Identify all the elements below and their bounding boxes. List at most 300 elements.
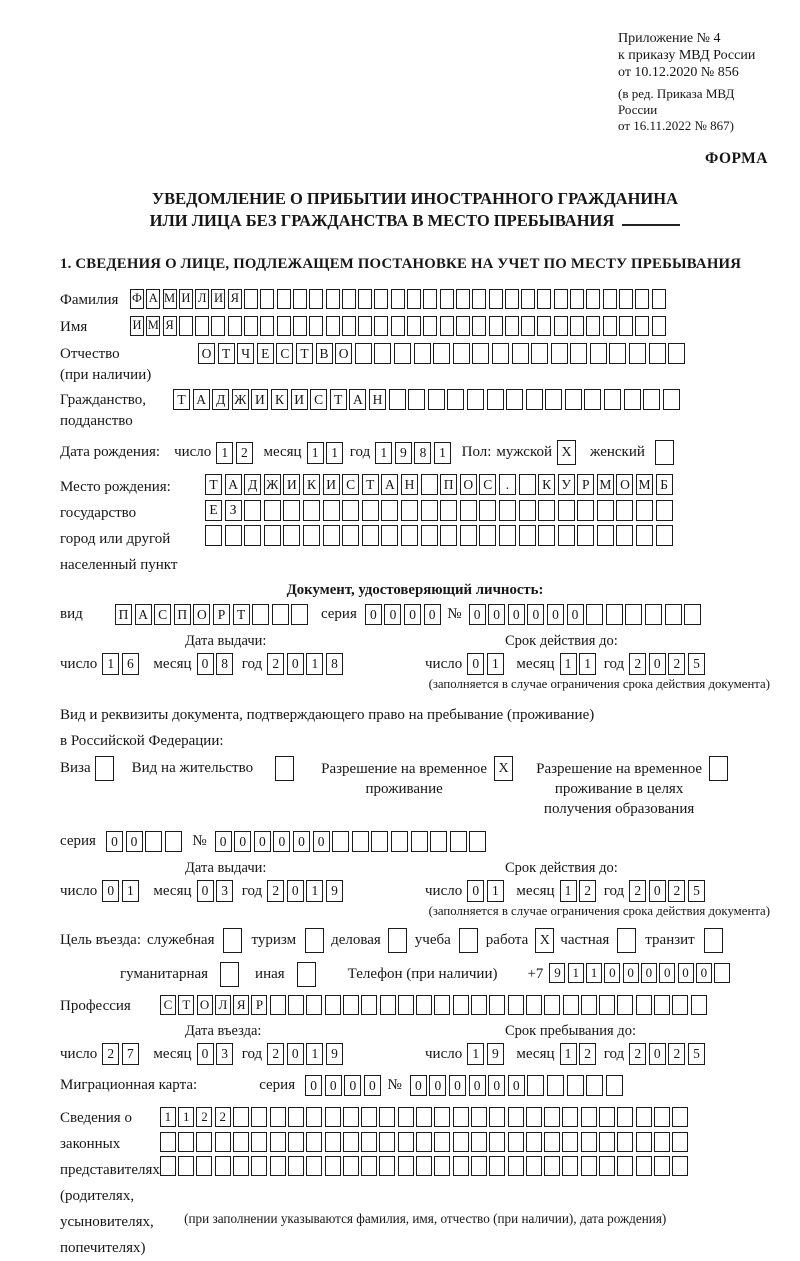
char-cell[interactable] [567,1075,584,1096]
char-cell[interactable] [506,389,523,410]
char-cell[interactable] [635,316,649,336]
char-cell[interactable] [211,316,225,336]
char-cell[interactable] [179,316,193,336]
char-cell[interactable] [233,1156,249,1176]
char-cell[interactable] [283,525,300,546]
char-cell[interactable]: 0 [287,1043,304,1065]
char-cell[interactable] [499,525,516,546]
char-cell[interactable] [244,500,261,521]
char-cell[interactable] [411,831,428,852]
char-cell[interactable]: 1 [216,442,233,464]
char-cell[interactable]: А [193,389,210,410]
char-cell[interactable]: 0 [623,963,639,983]
char-cell[interactable] [391,831,408,852]
char-cell[interactable] [440,525,457,546]
char-cell[interactable] [456,316,470,336]
char-cell[interactable]: 1 [560,880,577,902]
char-cell[interactable] [672,1132,688,1152]
char-cell[interactable] [362,500,379,521]
char-cell[interactable] [453,1132,469,1152]
char-cell[interactable] [416,1107,432,1127]
char-cell[interactable]: К [271,389,288,410]
char-cell[interactable]: Т [173,389,190,410]
char-cell[interactable] [562,1156,578,1176]
char-cell[interactable]: 2 [629,880,646,902]
char-cell[interactable]: А [146,289,160,309]
char-cell[interactable]: 3 [216,1043,233,1065]
char-cell[interactable] [625,604,642,625]
char-cell[interactable]: 0 [508,1075,525,1096]
char-cell[interactable] [456,289,470,309]
char-cell[interactable]: А [135,604,152,625]
char-cell[interactable] [558,525,575,546]
char-cell[interactable]: 1 [326,442,343,464]
char-cell[interactable] [563,995,579,1015]
sex-female-checkbox[interactable] [655,440,674,465]
char-cell[interactable] [178,1132,194,1152]
char-cell[interactable]: 2 [579,1043,596,1065]
char-cell[interactable] [343,1107,359,1127]
char-cell[interactable] [391,289,405,309]
char-cell[interactable]: П [440,474,457,495]
char-cell[interactable] [178,1156,194,1176]
char-cell[interactable] [668,343,685,364]
char-cell[interactable]: 5 [688,653,705,675]
char-cell[interactable] [609,343,626,364]
char-cell[interactable] [309,316,323,336]
char-cell[interactable] [343,1156,359,1176]
char-cell[interactable] [471,1156,487,1176]
char-cell[interactable] [460,500,477,521]
char-cell[interactable] [586,604,603,625]
char-cell[interactable]: О [616,474,633,495]
char-cell[interactable] [270,995,286,1015]
purpose-other-checkbox[interactable] [297,962,316,987]
char-cell[interactable]: Е [257,343,274,364]
char-cell[interactable] [325,1132,341,1152]
char-cell[interactable] [547,1075,564,1096]
char-cell[interactable]: М [597,474,614,495]
char-cell[interactable] [512,343,529,364]
char-cell[interactable] [361,1132,377,1152]
char-cell[interactable] [434,1156,450,1176]
char-cell[interactable]: 2 [267,653,284,675]
char-cell[interactable]: 2 [196,1107,212,1127]
char-cell[interactable] [196,1156,212,1176]
char-cell[interactable] [251,1156,267,1176]
char-cell[interactable] [165,831,182,852]
char-cell[interactable] [460,525,477,546]
char-cell[interactable] [472,289,486,309]
char-cell[interactable]: И [323,474,340,495]
char-cell[interactable] [291,604,308,625]
char-cell[interactable]: Т [178,995,194,1015]
char-cell[interactable]: 1 [375,442,392,464]
char-cell[interactable] [645,604,662,625]
char-cell[interactable]: 7 [122,1043,139,1065]
char-cell[interactable] [398,1107,414,1127]
char-cell[interactable] [581,995,597,1015]
char-cell[interactable] [544,1107,560,1127]
char-cell[interactable] [489,1107,505,1127]
char-cell[interactable] [606,1075,623,1096]
char-cell[interactable] [656,500,673,521]
char-cell[interactable]: 0 [313,831,330,852]
char-cell[interactable]: 0 [469,604,486,625]
char-cell[interactable]: 1 [560,1043,577,1065]
char-cell[interactable] [545,389,562,410]
char-cell[interactable]: Ч [237,343,254,364]
char-cell[interactable] [303,525,320,546]
char-cell[interactable]: М [163,289,177,309]
char-cell[interactable] [597,500,614,521]
char-cell[interactable] [526,389,543,410]
char-cell[interactable] [577,500,594,521]
char-cell[interactable]: 0 [467,653,484,675]
char-cell[interactable] [264,525,281,546]
char-cell[interactable]: Р [213,604,230,625]
char-cell[interactable] [619,289,633,309]
char-cell[interactable] [565,389,582,410]
char-cell[interactable]: Б [656,474,673,495]
char-cell[interactable] [358,289,372,309]
char-cell[interactable]: И [251,389,268,410]
char-cell[interactable]: 9 [326,880,343,902]
char-cell[interactable]: 2 [267,1043,284,1065]
char-cell[interactable]: И [179,289,193,309]
char-cell[interactable] [260,316,274,336]
char-cell[interactable] [430,831,447,852]
char-cell[interactable] [656,525,673,546]
temp-permit-checkbox[interactable]: X [494,756,513,781]
purpose-study-checkbox[interactable] [459,928,478,953]
char-cell[interactable] [649,343,666,364]
char-cell[interactable]: Р [251,995,267,1015]
char-cell[interactable] [398,1156,414,1176]
char-cell[interactable] [489,995,505,1015]
char-cell[interactable]: 5 [688,1043,705,1065]
char-cell[interactable] [489,1132,505,1152]
char-cell[interactable]: Н [369,389,386,410]
char-cell[interactable]: 2 [236,442,253,464]
char-cell[interactable] [421,474,438,495]
char-cell[interactable] [374,289,388,309]
char-cell[interactable]: 6 [122,653,139,675]
char-cell[interactable] [358,316,372,336]
char-cell[interactable] [453,1107,469,1127]
char-cell[interactable]: 9 [326,1043,343,1065]
char-cell[interactable] [407,289,421,309]
char-cell[interactable]: П [115,604,132,625]
purpose-tourism-checkbox[interactable] [305,928,324,953]
char-cell[interactable] [453,1156,469,1176]
char-cell[interactable] [288,1156,304,1176]
char-cell[interactable]: И [291,389,308,410]
char-cell[interactable] [691,995,707,1015]
char-cell[interactable] [577,525,594,546]
char-cell[interactable]: 5 [688,880,705,902]
char-cell[interactable]: 0 [649,653,666,675]
char-cell[interactable] [421,525,438,546]
char-cell[interactable] [293,316,307,336]
char-cell[interactable]: 0 [197,653,214,675]
char-cell[interactable] [537,289,551,309]
char-cell[interactable]: З [225,500,242,521]
purpose-work-checkbox[interactable]: X [535,928,554,953]
char-cell[interactable]: 2 [267,880,284,902]
char-cell[interactable] [423,289,437,309]
char-cell[interactable] [323,500,340,521]
char-cell[interactable]: В [316,343,333,364]
char-cell[interactable] [361,1156,377,1176]
char-cell[interactable]: 1 [487,880,504,902]
char-cell[interactable] [508,1132,524,1152]
char-cell[interactable] [616,525,633,546]
char-cell[interactable] [599,1132,615,1152]
char-cell[interactable] [599,1156,615,1176]
char-cell[interactable] [562,1132,578,1152]
char-cell[interactable] [293,289,307,309]
char-cell[interactable] [270,1107,286,1127]
char-cell[interactable] [570,289,584,309]
char-cell[interactable]: И [130,316,144,336]
char-cell[interactable]: П [174,604,191,625]
char-cell[interactable]: 2 [102,1043,119,1065]
char-cell[interactable] [492,343,509,364]
char-cell[interactable]: Ф [130,289,144,309]
char-cell[interactable] [244,525,261,546]
char-cell[interactable] [215,1156,231,1176]
char-cell[interactable]: 0 [197,1043,214,1065]
char-cell[interactable] [606,604,623,625]
char-cell[interactable]: 1 [306,653,323,675]
char-cell[interactable] [160,1132,176,1152]
char-cell[interactable] [225,525,242,546]
char-cell[interactable] [617,1107,633,1127]
char-cell[interactable]: 8 [216,653,233,675]
char-cell[interactable] [672,1107,688,1127]
char-cell[interactable] [562,1107,578,1127]
char-cell[interactable]: Ж [264,474,281,495]
char-cell[interactable]: 0 [488,1075,505,1096]
char-cell[interactable] [521,289,535,309]
char-cell[interactable] [371,831,388,852]
char-cell[interactable] [416,1156,432,1176]
char-cell[interactable]: 1 [467,1043,484,1065]
char-cell[interactable] [306,1132,322,1152]
char-cell[interactable] [288,1107,304,1127]
sex-male-checkbox[interactable]: X [557,440,576,465]
char-cell[interactable] [342,316,356,336]
char-cell[interactable]: Т [218,343,235,364]
char-cell[interactable]: 1 [306,1043,323,1065]
char-cell[interactable]: 1 [560,653,577,675]
visa-checkbox[interactable] [95,756,114,781]
char-cell[interactable] [636,1107,652,1127]
char-cell[interactable] [272,604,289,625]
char-cell[interactable] [616,500,633,521]
char-cell[interactable]: 0 [659,963,675,983]
char-cell[interactable] [389,389,406,410]
char-cell[interactable] [603,289,617,309]
char-cell[interactable]: 9 [487,1043,504,1065]
char-cell[interactable]: 0 [325,1075,342,1096]
char-cell[interactable] [325,1156,341,1176]
char-cell[interactable] [288,995,304,1015]
char-cell[interactable]: 0 [508,604,525,625]
char-cell[interactable]: 0 [344,1075,361,1096]
char-cell[interactable]: О [193,604,210,625]
char-cell[interactable] [590,343,607,364]
char-cell[interactable] [361,995,377,1015]
char-cell[interactable] [551,343,568,364]
char-cell[interactable] [434,995,450,1015]
char-cell[interactable]: 0 [527,604,544,625]
char-cell[interactable] [423,316,437,336]
char-cell[interactable] [581,1107,597,1127]
char-cell[interactable] [379,1132,395,1152]
char-cell[interactable] [160,1156,176,1176]
char-cell[interactable]: Д [244,474,261,495]
char-cell[interactable] [343,995,359,1015]
char-cell[interactable]: С [276,343,293,364]
char-cell[interactable] [544,1132,560,1152]
char-cell[interactable]: 8 [326,653,343,675]
char-cell[interactable] [440,500,457,521]
char-cell[interactable] [584,389,601,410]
char-cell[interactable] [570,343,587,364]
char-cell[interactable]: 0 [424,604,441,625]
char-cell[interactable] [342,289,356,309]
char-cell[interactable]: 0 [293,831,310,852]
char-cell[interactable] [145,831,162,852]
char-cell[interactable] [519,474,536,495]
char-cell[interactable] [526,1132,542,1152]
char-cell[interactable]: 0 [429,1075,446,1096]
char-cell[interactable] [453,995,469,1015]
char-cell[interactable]: 0 [126,831,143,852]
char-cell[interactable] [421,500,438,521]
char-cell[interactable] [233,1132,249,1152]
char-cell[interactable] [433,343,450,364]
char-cell[interactable] [617,995,633,1015]
char-cell[interactable] [581,1132,597,1152]
char-cell[interactable]: О [198,343,215,364]
char-cell[interactable] [586,289,600,309]
char-cell[interactable] [663,389,680,410]
purpose-transit-checkbox[interactable] [704,928,723,953]
char-cell[interactable]: 0 [404,604,421,625]
char-cell[interactable]: 2 [668,1043,685,1065]
char-cell[interactable] [636,525,653,546]
char-cell[interactable]: С [479,474,496,495]
char-cell[interactable] [489,316,503,336]
residence-permit-checkbox[interactable] [275,756,294,781]
char-cell[interactable] [306,995,322,1015]
char-cell[interactable] [283,500,300,521]
char-cell[interactable] [303,500,320,521]
char-cell[interactable] [398,1132,414,1152]
char-cell[interactable]: 2 [668,653,685,675]
char-cell[interactable] [597,525,614,546]
char-cell[interactable]: У [558,474,575,495]
char-cell[interactable] [508,1156,524,1176]
char-cell[interactable]: 1 [568,963,584,983]
char-cell[interactable]: Т [362,474,379,495]
char-cell[interactable] [394,343,411,364]
char-cell[interactable] [270,1132,286,1152]
char-cell[interactable]: 2 [629,653,646,675]
char-cell[interactable] [472,343,489,364]
char-cell[interactable] [505,316,519,336]
char-cell[interactable]: 0 [254,831,271,852]
char-cell[interactable] [440,289,454,309]
char-cell[interactable] [505,289,519,309]
char-cell[interactable] [636,1156,652,1176]
char-cell[interactable] [714,963,730,983]
char-cell[interactable] [544,995,560,1015]
char-cell[interactable] [379,1156,395,1176]
char-cell[interactable] [401,500,418,521]
char-cell[interactable]: Ж [232,389,249,410]
char-cell[interactable] [205,525,222,546]
char-cell[interactable] [519,525,536,546]
char-cell[interactable] [381,525,398,546]
char-cell[interactable] [414,343,431,364]
char-cell[interactable]: С [154,604,171,625]
char-cell[interactable]: А [381,474,398,495]
char-cell[interactable] [342,525,359,546]
char-cell[interactable] [652,316,666,336]
char-cell[interactable] [306,1107,322,1127]
char-cell[interactable] [453,343,470,364]
char-cell[interactable] [672,995,688,1015]
char-cell[interactable]: 1 [586,963,602,983]
char-cell[interactable] [544,1156,560,1176]
char-cell[interactable] [196,1132,212,1152]
char-cell[interactable] [508,1107,524,1127]
char-cell[interactable] [408,389,425,410]
char-cell[interactable] [471,1107,487,1127]
purpose-business-checkbox[interactable] [388,928,407,953]
char-cell[interactable]: 0 [215,831,232,852]
char-cell[interactable] [362,525,379,546]
char-cell[interactable]: 1 [306,880,323,902]
char-cell[interactable] [380,995,396,1015]
char-cell[interactable] [554,316,568,336]
char-cell[interactable]: 0 [696,963,712,983]
char-cell[interactable] [636,995,652,1015]
char-cell[interactable] [416,1132,432,1152]
char-cell[interactable]: 3 [216,880,233,902]
char-cell[interactable] [228,316,242,336]
char-cell[interactable] [654,995,670,1015]
char-cell[interactable] [469,831,486,852]
char-cell[interactable] [450,831,467,852]
char-cell[interactable]: Т [233,604,250,625]
char-cell[interactable]: 0 [287,653,304,675]
char-cell[interactable]: 0 [547,604,564,625]
char-cell[interactable] [270,1156,286,1176]
char-cell[interactable] [381,500,398,521]
char-cell[interactable] [643,389,660,410]
char-cell[interactable] [374,316,388,336]
char-cell[interactable]: 1 [579,653,596,675]
char-cell[interactable]: Т [296,343,313,364]
char-cell[interactable] [617,1156,633,1176]
char-cell[interactable] [326,289,340,309]
char-cell[interactable]: 0 [449,1075,466,1096]
